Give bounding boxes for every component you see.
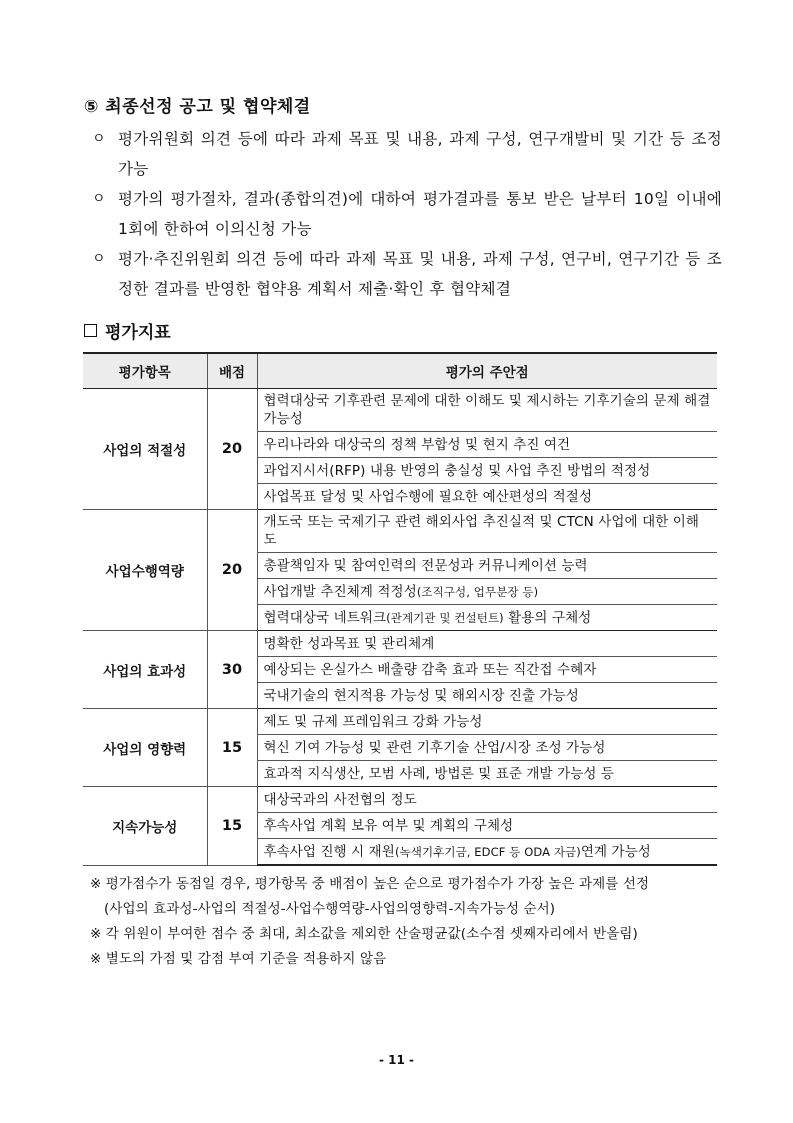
criterion-point: 국내기술의 현지적용 가능성 및 해외시장 진출 가능성 (257, 683, 717, 709)
criterion-name: 사업의 효과성 (83, 631, 207, 709)
criterion-point-note: (녹색기후기금, EDCF 등 ODA 자금) (394, 844, 581, 859)
footnote: ※ 평가점수가 동점일 경우, 평가항목 중 배점이 높은 순으로 평가점수가 가장 높은 과제를 선정 (90, 876, 650, 892)
criterion-point (257, 605, 717, 631)
criterion-name: 사업의 영향력 (83, 709, 207, 787)
criterion-point: 혁신 기여 가능성 및 관련 기후기술 산업/시장 조성 가능성 (257, 735, 717, 761)
bullet-mark: ㅇ (92, 131, 106, 147)
criterion-name: 사업수행역량 (83, 510, 207, 631)
table-row (83, 389, 717, 432)
section-heading-final-selection: ⑤ 최종선정 공고 및 협약체결 (84, 97, 311, 117)
criterion-point: 과업지시서(RFP) 내용 반영의 충실성 및 사업 추진 방법의 적정성 (257, 458, 717, 484)
criterion-score: 30 (207, 631, 257, 709)
bullet-text: 평가위원회 의견 등에 따라 과제 목표 및 내용, 과제 구성, 연구개발비 및 기간 등 조정 가능 (118, 130, 722, 178)
criterion-point-text: 협력대상국 네트워크 (263, 609, 387, 626)
criterion-point: 우리나라와 대상국의 정책 부합성 및 현지 추진 여건 (257, 432, 717, 458)
criterion-point: 개도국 또는 국제기구 관련 해외사업 추진실적 및 CTCN 사업에 대한 이해도 (257, 510, 717, 553)
bullet-item (92, 184, 722, 244)
page-number: - 11 - (378, 1053, 414, 1067)
criterion-point-suffix: 활용의 구체성 (503, 609, 592, 626)
criterion-score: 20 (207, 510, 257, 631)
header-item: 평가항목 (83, 353, 207, 389)
header-points: 평가의 주안점 (257, 353, 717, 389)
checkbox-square-icon (84, 324, 97, 337)
evaluation-criteria-heading (84, 318, 171, 343)
criterion-score: 20 (207, 389, 257, 510)
criterion-point: 예상되는 온실가스 배출량 감축 효과 또는 직간접 수혜자 (257, 657, 717, 683)
criterion-point-suffix: 연계 가능성 (580, 843, 651, 860)
criterion-point-text: 사업개발 추진체계 적정성 (263, 583, 417, 600)
bullet-item (92, 124, 722, 184)
criterion-point: 대상국과의 사전협의 정도 (257, 787, 717, 813)
criterion-point: 제도 및 규제 프레임워크 강화 가능성 (257, 709, 717, 735)
criterion-point: 명확한 성과목표 및 관리체계 (257, 631, 717, 657)
table-row (83, 510, 717, 553)
bullet-text: 평가의 평가절차, 결과(종합의견)에 대하여 평가결과를 통보 받은 날부터 10일 이내에 1회에 한하여 이의신청 가능 (118, 190, 722, 238)
criterion-point-note: (관계기관 및 컨설턴트) (386, 610, 504, 625)
criterion-point (257, 839, 717, 866)
criterion-score: 15 (207, 709, 257, 787)
criterion-point: 후속사업 계획 보유 여부 및 계획의 구체성 (257, 813, 717, 839)
criterion-score: 15 (207, 787, 257, 866)
procedure-bullet-list (92, 124, 722, 304)
criterion-point (257, 579, 717, 605)
criterion-name: 사업의 적절성 (83, 389, 207, 510)
bullet-mark: ㅇ (92, 251, 106, 267)
criterion-point: 총괄책임자 및 참여인력의 전문성과 커뮤니케이션 능력 (257, 553, 717, 579)
evaluation-table (83, 352, 717, 866)
bullet-text: 평가·추진위원회 의견 등에 따라 과제 목표 및 내용, 과제 구성, 연구비, 연구기간 등 조정한 결과를 반영한 협약용 계획서 제출·확인 후 협약체결 (118, 250, 722, 298)
criterion-point-note: (조직구성, 업무분장 등) (416, 584, 539, 599)
footnote: ※ 별도의 가점 및 감점 부여 기준을 적용하지 않음 (90, 951, 387, 967)
footnote-continuation: (사업의 효과성-사업의 적절성-사업수행역량-사업의영향력-지속가능성 순서) (104, 901, 556, 917)
evaluation-criteria-title: 평가지표 (105, 323, 171, 343)
bullet-mark: ㅇ (92, 191, 106, 207)
criterion-name: 지속가능성 (83, 787, 207, 866)
footnotes (90, 872, 720, 972)
criterion-point-text: 후속사업 진행 시 재원 (263, 843, 395, 860)
criterion-point: 협력대상국 기후관련 문제에 대한 이해도 및 제시하는 기후기술의 문제 해결가능성 (257, 389, 717, 432)
bullet-item (92, 244, 722, 304)
header-score: 배점 (207, 353, 257, 389)
table-header-row (83, 353, 717, 389)
table-row (83, 709, 717, 735)
table-row (83, 787, 717, 813)
table-row (83, 631, 717, 657)
footnote: ※ 각 위원이 부여한 점수 중 최대, 최소값을 제외한 산술평균값(소수점 셋째자리에서 반올림) (90, 926, 638, 942)
criterion-point: 사업목표 달성 및 사업수행에 필요한 예산편성의 적절성 (257, 484, 717, 510)
criterion-point: 효과적 지식생산, 모범 사례, 방법론 및 표준 개발 가능성 등 (257, 761, 717, 787)
